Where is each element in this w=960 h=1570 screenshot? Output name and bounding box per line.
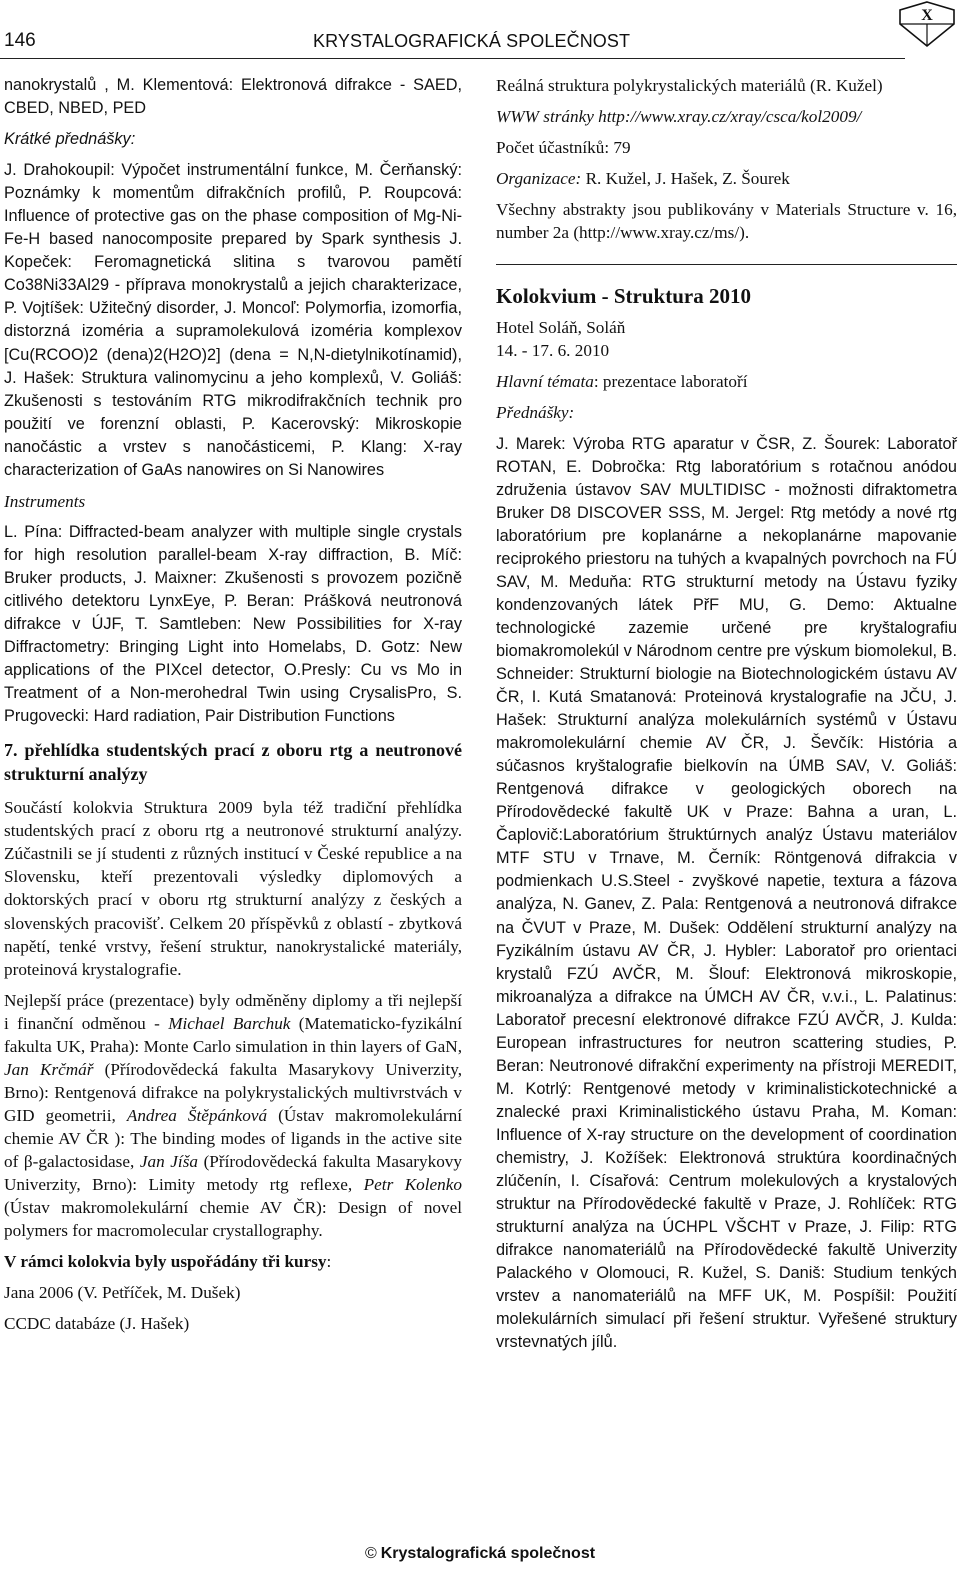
awards-text-d: (Ústav makromolekulární chemie AV ČR ): The binding modes of ligands in the active site of β-galactosidase,	[4, 1105, 462, 1171]
section-7-title: 7. přehlídka studentských prací z oboru rtg a neutronové strukturní analýzy	[4, 740, 462, 785]
short-talks-list: J. Drahokoupil: Výpočet instrumentální funkce, M. Čerňanský: Poznámky k momentům difrakčních profilů, P. Roupcová: Influence of protective gas on the phase composition of Mg-Ni-Fe-H based nanocomposite prepared by Spark synthesis J. Kopeček: Feromagnetická slitina s tvarovou pamětí Co38Ni33Al29 - příprava monokrystalů a jejich charakterizace, P. Vojtíšek: Užitečný disorder, J. Moncoľ: Polymorfia, izomorfia, distorzná izoméria a supramolekulová izoméria komplexov [Cu(RCOO)2 (dena)2(H2O)2] (dena = N,N-dietylnikotínamid), J. Hašek: Struktura valinomycinu a jeho komplexů, V. Goliáš: Zkušenosti s testováním RTG mikrodifrakčních technik pro použití ve forenzní oblasti, P. Kacerovský: Mikroskopie nanočástic a vrstev s nanočásticemi, P. Klang: X-ray characterization of GaAs nanowires on Si Nanowires	[4, 161, 462, 479]
awardee-2: Jan Krčmář	[4, 1059, 94, 1079]
main-topics-label: Hlavní témata	[496, 372, 594, 392]
section-divider	[496, 264, 957, 265]
awards-text-a: Nejlepší práce (prezentace) byly odměněny diplomy a tři nejlepší i finanční odměnou -	[4, 990, 462, 1033]
courses-title: V rámci kolokvia byly uspořádány tři kursy	[4, 1252, 327, 1272]
page-footer	[0, 1545, 960, 1563]
participants-count: Počet účastníků: 79	[496, 138, 631, 158]
course-item: Reálná struktura polykrystalických materiálů (R. Kužel)	[496, 76, 883, 95]
lectures-heading: Přednášky:	[496, 403, 575, 423]
awardee-4: Jan Jíša	[139, 1151, 198, 1171]
instruments-heading: Instruments	[4, 491, 86, 511]
main-topics-value: : prezentace laboratoří	[593, 372, 748, 392]
kolokvium-2010-title: Kolokvium - Struktura 2010	[496, 284, 751, 309]
courses-colon: :	[326, 1252, 332, 1272]
course-item: CCDC databáze (J. Hašek)	[4, 1314, 190, 1334]
awardee-3: Andrea Štěpánková	[126, 1105, 268, 1125]
venue: Hotel Soláň, Soláň	[496, 318, 626, 338]
society-logo-icon	[896, 0, 958, 48]
dates: 14. - 17. 6. 2010	[496, 341, 610, 361]
abstracts-note: Všechny abstrakty jsou publikovány v Materials Structure v. 16, number 2a (http://www.xray.cz/ms/).	[496, 200, 957, 243]
awards-text-f: (Ústav makromolekulární chemie AV ČR): Design of novel polymers for macromolecular crystallography.	[4, 1198, 462, 1241]
copyright-icon: ©	[364, 1545, 377, 1562]
running-head: KRYSTALOGRAFICKÁ SPOLEČNOST	[313, 31, 631, 51]
courses-heading	[4, 1250, 462, 1273]
organizers-names: R. Kužel, J. Hašek, Z. Šourek	[581, 169, 790, 189]
logo-letter: X	[921, 7, 933, 24]
awardee-5: Petr Kolenko	[363, 1175, 462, 1195]
page-header	[0, 0, 960, 62]
organizers-line	[496, 167, 957, 190]
short-talks-heading: Krátké přednášky:	[4, 130, 136, 149]
web-link[interactable]: WWW stránky http://www.xray.cz/xray/csca/kol2009/	[496, 107, 862, 127]
course-item: Jana 2006 (V. Petříček, M. Dušek)	[4, 1283, 241, 1303]
awardee-1: Michael Barchuk	[168, 1013, 291, 1033]
lectures-list: J. Marek: Výroba RTG aparatur v ČSR, Z. Šourek: Laboratoř ROTAN, E. Dobročka: Rtg laboratórium s rotačnou anódou združenia ústavov SAV MULTIDISC - možnosti difraktometra Bruker D8 DISCOVER SSS, M. Jergel: Rtg metódy a nové rtg laboratórium pre koplanárne a nekoplanárne mapovanie reciprokého priestoru na tuhých a kvapalných povrchoch na FÚ SAV, M. Meduňa: RTG strukturní metody na Ústavu fyziky kondenzovaných látek PřF MU, G. Demo: Aktualne technologické zazemie určené pre kryštalografiu biomakromolekúl v Národnom centre pre výskum biomolekul, B. Schneider: Strukturní biologie na Biotechnologickém ústavu AV ČR, I. Kutá Smatanová: Proteinová krystalografie na JČU, J. Hašek: Strukturní analýza molekulárních systémů v Ústavu makromolekulární chemie AV ČR, J. Ševčík: História a súčasnos kryštalografie bielkovín na ÚMB SAV, V. Goliáš: Rentgenová difrakce v geologických oborech na Přírodovědecké fakultě UK v Praze: Bahna a uran, L. Čaplovič:Laboratórium štruktúrnych analýz Ústavu materiálov MTF STU v Trnave, M. Černík: Röntgenová difrakcia v podmienkach U.S.Steel - zvyškové napetie, textura a fázova analýza, N. Ganev, Z. Pala: Rentgenová a neutronová difrakce na ČVUT v Praze, M. Dušek: Oddělení strukturní analýzy na Fyzikálním ústavu AV ČR, J. Hybler: Laboratoř pro orientaci krystalů FZÚ AVČR, M. Šlouf: Elektronová mikroskopie, mikroanalýza a difrakce na ÚMCH AV ČR, v.v.i., L. Palatinus: Laboratoř precesní elektronové difrakce FZÚ AVČR, J. Kulda: European infrastructures for neutron scattering studies, P. Beran: Neutronové difrakční experimenty na přístroji MEREDIT, M. Kotrlý: Rentgenové metody v kriminalistickotechnické a znalecké praxi Kriminalistického ústavu Praha, M. Koman: Influence of X-ray structure on the development of coordination chemistry, J. Kožíšek: Elektronová struktúra koordinačných zlúčenín, I. Císařová: Centrum molekulových a krystalových struktur na Přírodovědecké fakultě v Praze, J. Rohlíček: RTG strukturní analýza na ÚCHPL VŠCHT v Praze, J. Filip: RTG difrakce nanomateriálů na Přírodovědecké fakultě Univerzity Palackého v Olomouci, R. Kužel, S. Daniš: Studium tenkých vrstev a nanomateriálů na MFF UK, M. Pospíšil: Použití molekulárních simulací při řešení struktur. Vyřešené struktury vrstevnatých jílů.	[496, 434, 957, 1352]
page-number: 146	[4, 30, 36, 51]
header-rule	[0, 58, 905, 59]
awards-text-b: (Matematicko-fyzikální fakulta UK, Praha): Monte Carlo simulation in thin layers of GaN,	[4, 1013, 463, 1056]
right-column	[496, 74, 957, 1362]
organizers-label: Organizace:	[496, 169, 582, 189]
paragraph-electron-diffraction: nanokrystalů , M. Klementová: Elektronová difrakce - SAED, CBED, NBED, PED	[4, 76, 462, 118]
awards-text-c: (Přírodovědecká fakulta Masarykovy Univerzity, Brno): Rentgenová difrakce na polykrystalických multivrstvách v GID geometrii,	[4, 1059, 462, 1125]
instruments-list: L. Pína: Diffracted-beam analyzer with multiple single crystals for high resolution parallel-beam X-ray diffraction, B. Míč: Bruker products, J. Maixner: Zkušenosti s provozem pozičně citlivého detektoru LynxEye, P. Beran: Prášková neutronová difrakce v ÚJF, T. Samtleben: New Possibilities for X-ray Diffractometry: Bringing Light into Homelabs, D. Gotz: New applications of the PIXcel detector, O.Presly: Cu vs Mo in Treatment of a Non-merohedral Twin using CrysalisPro, S. Prugovecki: Hard radiation, Pair Distribution Functions	[4, 522, 462, 726]
footer-text: Krystalografická společnost	[380, 1545, 596, 1562]
left-column	[4, 74, 462, 1343]
main-topics-line	[496, 370, 957, 393]
awards-text-e: (Přírodovědecká fakulta Masarykovy Univerzity, Brno): Limity metody rtg reflexe,	[4, 1151, 462, 1195]
student-works-paragraph: Součástí kolokvia Struktura 2009 byla též tradiční přehlídka studentských prací z oboru rtg a neutronové strukturní analýzy. Zúčastnili se jí studenti z různých institucí v České republice a na Slovensku, kteří prezentovali výsledky diplomových a doktorských prací v oboru rtg strukturní analýzy z českých a slovenských pracovišť. Celkem 20 příspěvků z oblastí - zbytková napětí, tenké vrstvy, řešení struktur, nanokrystalické materiály, proteinová krystalografie.	[4, 798, 462, 979]
awards-paragraph	[4, 989, 462, 1243]
